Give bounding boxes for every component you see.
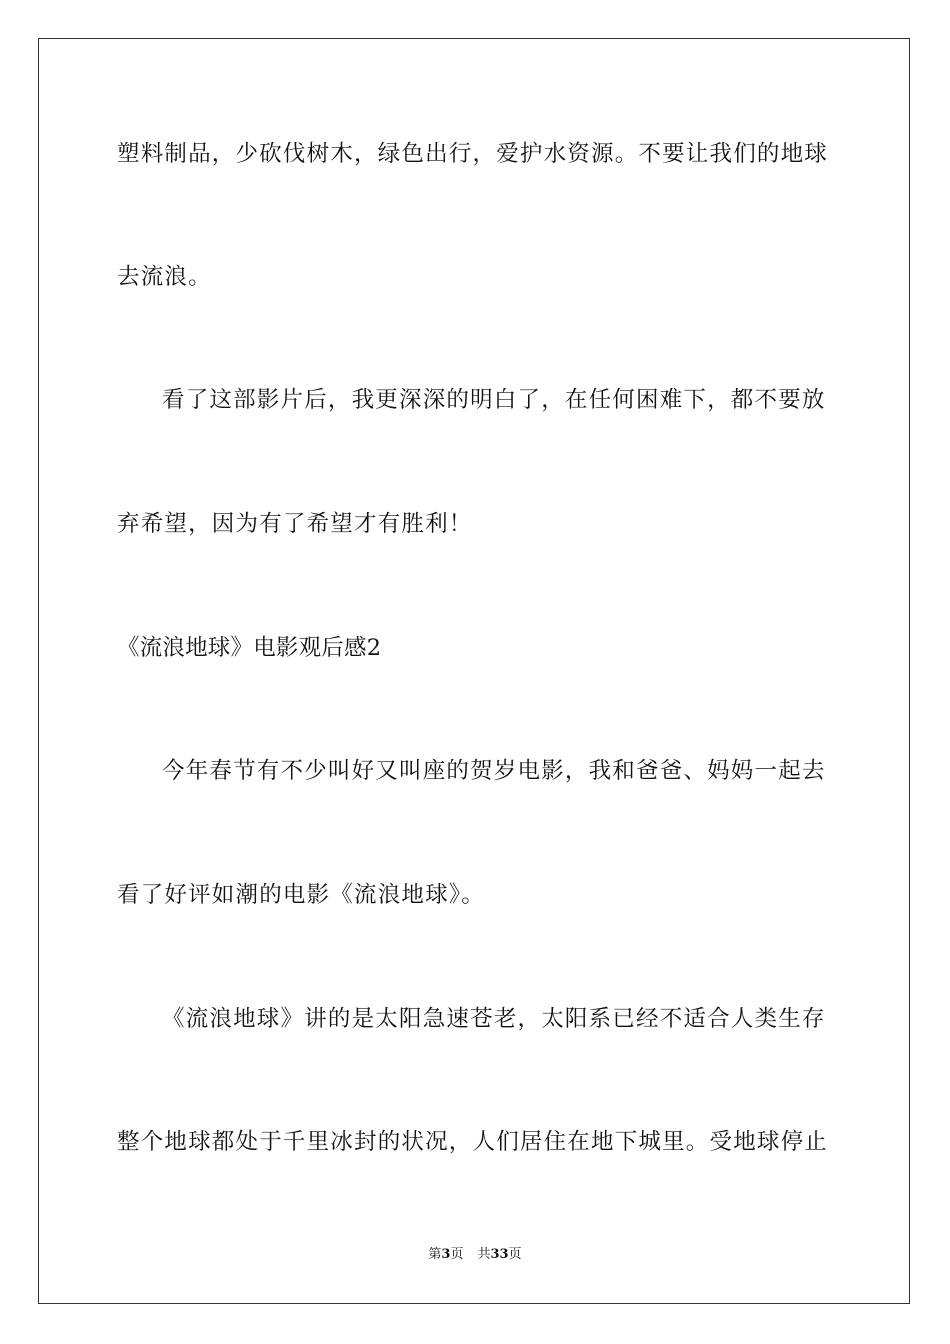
page-border bbox=[38, 38, 910, 1304]
footer-page-prefix: 第 bbox=[428, 1247, 442, 1262]
paragraph-line-8: 整个地球都处于千里冰封的状况，人们居住在地下城里。受地球停止 bbox=[117, 1129, 829, 1155]
paragraph-line-3: 看了这部影片后，我更深深的明白了，在任何困难下，都不要放 bbox=[162, 387, 826, 413]
paragraph-line-7: 《流浪地球》讲的是太阳急速苍老，太阳系已经不适合人类生存 bbox=[162, 1006, 826, 1032]
paragraph-line-1: 塑料制品，少砍伐树木，绿色出行，爱护水资源。不要让我们的地球 bbox=[117, 141, 829, 167]
paragraph-line-2: 去流浪。 bbox=[117, 264, 212, 290]
paragraph-line-5: 今年春节有不少叫好又叫座的贺岁电影，我和爸爸、妈妈一起去 bbox=[162, 758, 826, 784]
paragraph-line-6: 看了好评如潮的电影《流浪地球》。 bbox=[117, 882, 485, 908]
page-footer bbox=[0, 1246, 950, 1264]
section-title: 《流浪地球》电影观后感2 bbox=[117, 635, 382, 661]
footer-total-prefix: 共 bbox=[477, 1247, 491, 1262]
footer-total-pages: 33 bbox=[490, 1247, 509, 1262]
footer-total-suffix: 页 bbox=[508, 1247, 522, 1262]
footer-page-suffix: 页 bbox=[450, 1247, 464, 1262]
paragraph-line-4: 弃希望，因为有了希望才有胜利！ bbox=[117, 511, 473, 537]
footer-page-number: 3 bbox=[441, 1247, 451, 1262]
